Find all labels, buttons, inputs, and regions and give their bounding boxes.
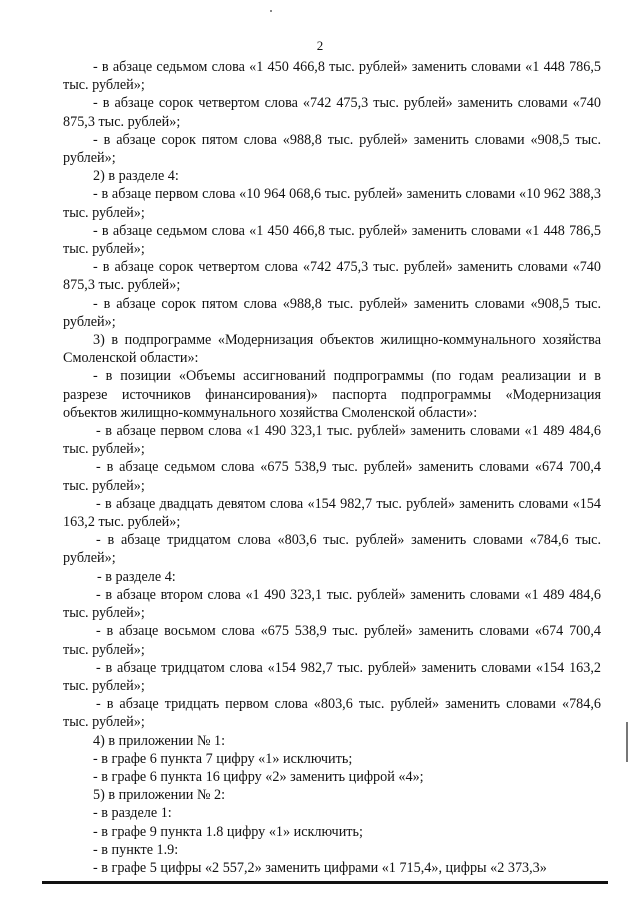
bottom-rule [42, 881, 608, 884]
amendment-paragraph: - в абзаце седьмом слова «1 450 466,8 тыс. рублей» заменить словами «1 448 786,5 тыс. рублей»; [63, 222, 601, 258]
amendment-paragraph: - в абзаце первом слова «1 490 323,1 тыс. рублей» заменить словами «1 489 484,6 тыс. рублей»; [63, 423, 601, 458]
amendment-paragraph: - в графе 6 пункта 16 цифру «2» заменить цифрой «4»; [93, 768, 424, 785]
amendment-paragraph: - в графе 5 цифры «2 557,2» заменить цифрами «1 715,4», цифры «2 373,3» [93, 859, 547, 876]
amendment-paragraph: - в разделе 1: [93, 805, 172, 822]
scan-speck [270, 10, 272, 12]
amendment-paragraph: - в абзаце сорок четвертом слова «742 475,3 тыс. рублей» заменить словами «740 875,3 тыс. рублей»; [63, 259, 601, 294]
amendment-paragraph: - в пункте 1.9: [93, 841, 179, 858]
amendment-paragraph: - в графе 6 пункта 7 цифру «1» исключить; [93, 750, 353, 767]
amendment-paragraph: - в абзаце первом слова «10 964 068,6 тыс. рублей» заменить словами «10 962 388,3 тыс. рублей»; [63, 186, 601, 221]
amendment-paragraph: - в графе 9 пункта 1.8 цифру «1» исключить; [93, 823, 363, 840]
amendment-paragraph: - в абзаце тридцатом слова «803,6 тыс. рублей» заменить словами «784,6 тыс. рублей»; [63, 532, 601, 567]
amendment-paragraph: - в абзаце двадцать девятом слова «154 982,7 тыс. рублей» заменить словами «154 163,2 тыс. рублей»; [63, 495, 601, 531]
amendment-paragraph: - в абзаце восьмом слова «675 538,9 тыс. рублей» заменить словами «674 700,4 тыс. рублей»; [63, 623, 601, 658]
amendment-paragraph: 4) в приложении № 1: [93, 732, 226, 749]
amendment-paragraph: - в абзаце седьмом слова «675 538,9 тыс. рублей» заменить словами «674 700,4 тыс. рублей»; [63, 459, 601, 494]
amendment-paragraph: 3) в подпрограмме «Модернизация объектов жилищно-коммунального хозяйства Смоленской области»: [63, 332, 601, 367]
amendment-paragraph: 2) в разделе 4: [93, 168, 179, 185]
scan-margin-mark [626, 722, 628, 762]
amendment-paragraph: - в абзаце седьмом слова «1 450 466,8 тыс. рублей» заменить словами «1 448 786,5 тыс. рублей»; [63, 59, 601, 94]
amendment-paragraph: - в абзаце тридцать первом слова «803,6 тыс. рублей» заменить словами «784,6 тыс. рублей»; [63, 696, 601, 731]
amendment-paragraph: 5) в приложении № 2: [93, 787, 226, 804]
amendment-paragraph: - в абзаце сорок пятом слова «988,8 тыс. рублей» заменить словами «908,5 тыс. рублей»; [63, 131, 601, 167]
amendment-paragraph: - в абзаце сорок пятом слова «988,8 тыс. рублей» заменить словами «908,5 тыс. рублей»; [63, 295, 601, 330]
amendment-paragraph: - в абзаце втором слова «1 490 323,1 тыс. рублей» заменить словами «1 489 484,6 тыс. рублей»; [63, 586, 601, 622]
document-body [63, 58, 601, 877]
page-number: 2 [316, 38, 324, 53]
amendment-paragraph: - в абзаце тридцатом слова «154 982,7 тыс. рублей» заменить словами «154 163,2 тыс. рублей»; [63, 659, 601, 694]
amendment-paragraph: - в разделе 4: [97, 568, 176, 585]
amendment-paragraph: - в абзаце сорок четвертом слова «742 475,3 тыс. рублей» заменить словами «740 875,3 тыс. рублей»; [63, 95, 601, 130]
amendment-paragraph: - в позиции «Объемы ассигнований подпрограммы (по годам реализации и в разрезе источников финансирования)» паспорта подпрограммы «Модернизация объектов жилищно-коммунального хозяйства Смоленской области»: [63, 368, 601, 421]
